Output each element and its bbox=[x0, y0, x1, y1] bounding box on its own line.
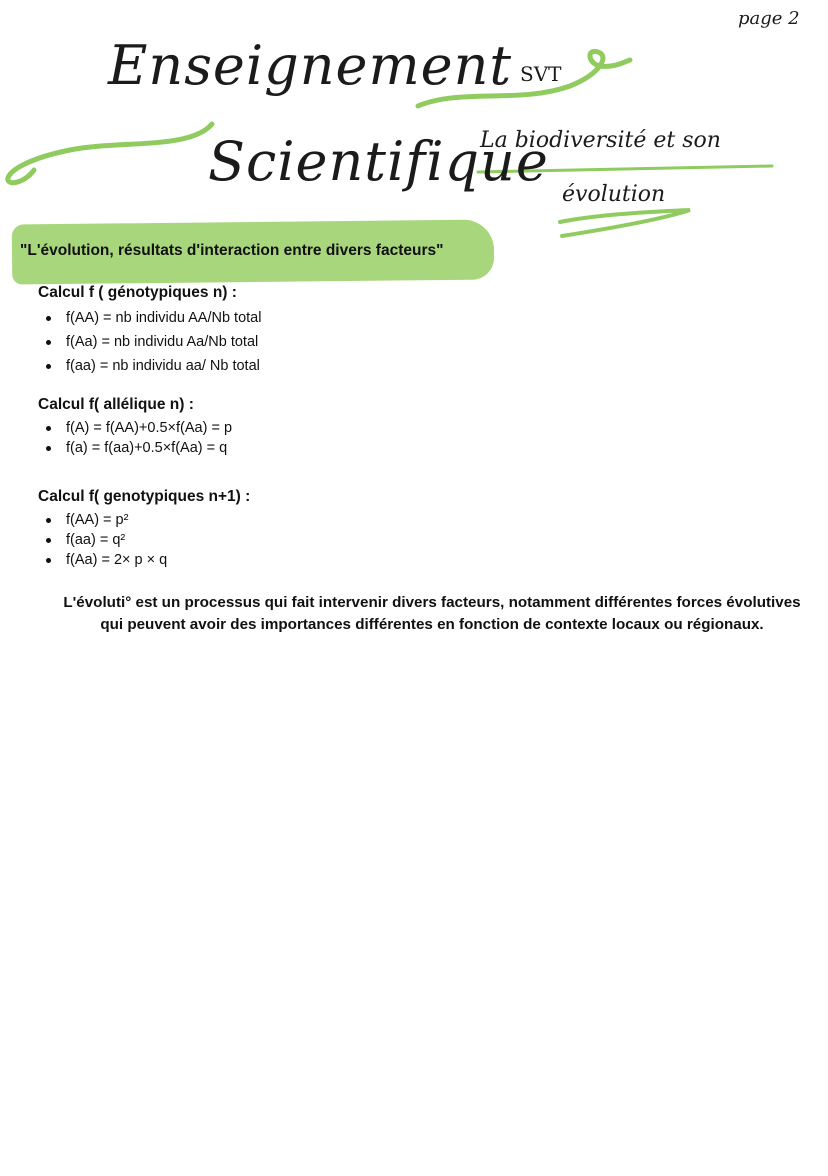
list-item: f(A) = f(AA)+0.5×f(Aa) = p bbox=[46, 418, 758, 438]
title-enseignement: Enseignement bbox=[108, 34, 513, 97]
list-item: f(aa) = q² bbox=[46, 530, 758, 550]
subject-tag: SVT bbox=[520, 62, 562, 86]
section-title: Calcul f ( génotypiques n) : bbox=[38, 284, 237, 301]
list-item: f(Aa) = nb individu Aa/Nb total bbox=[46, 330, 758, 354]
formula-list bbox=[38, 418, 758, 458]
list-item: f(a) = f(aa)+0.5×f(Aa) = q bbox=[46, 438, 758, 458]
conclusion-paragraph: L'évoluti° est un processus qui fait intervenir divers facteurs, notamment différentes forces évolutives qui peuvent avoir des importances différentes en fonction de contexte locaux ou régionaux. bbox=[63, 594, 801, 633]
evolution-underline-stroke bbox=[560, 210, 690, 236]
list-item: f(AA) = nb individu AA/Nb total bbox=[46, 306, 758, 330]
quote-heading: "L'évolution, résultats d'interaction entre divers facteurs" bbox=[20, 242, 444, 259]
list-item: f(Aa) = 2× p × q bbox=[46, 550, 758, 570]
topic-title-line1: La biodiversité et son bbox=[480, 128, 721, 153]
page-number: page 2 bbox=[738, 8, 800, 29]
section-title: Calcul f( allélique n) : bbox=[38, 396, 194, 413]
section-genotypic-frequencies-n bbox=[38, 284, 758, 378]
left-swash-stroke bbox=[8, 124, 212, 183]
formula-list bbox=[38, 510, 758, 570]
formula-list bbox=[38, 306, 758, 378]
section-genotypic-frequencies-n1 bbox=[38, 488, 758, 570]
section-title: Calcul f( genotypiques n+1) : bbox=[38, 488, 251, 505]
title-scientifique: Scientifique bbox=[208, 130, 549, 193]
topic-title-line2: évolution bbox=[562, 182, 666, 207]
list-item: f(AA) = p² bbox=[46, 510, 758, 530]
list-item: f(aa) = nb individu aa/ Nb total bbox=[46, 354, 758, 378]
section-allelic-frequencies-n bbox=[38, 396, 758, 458]
